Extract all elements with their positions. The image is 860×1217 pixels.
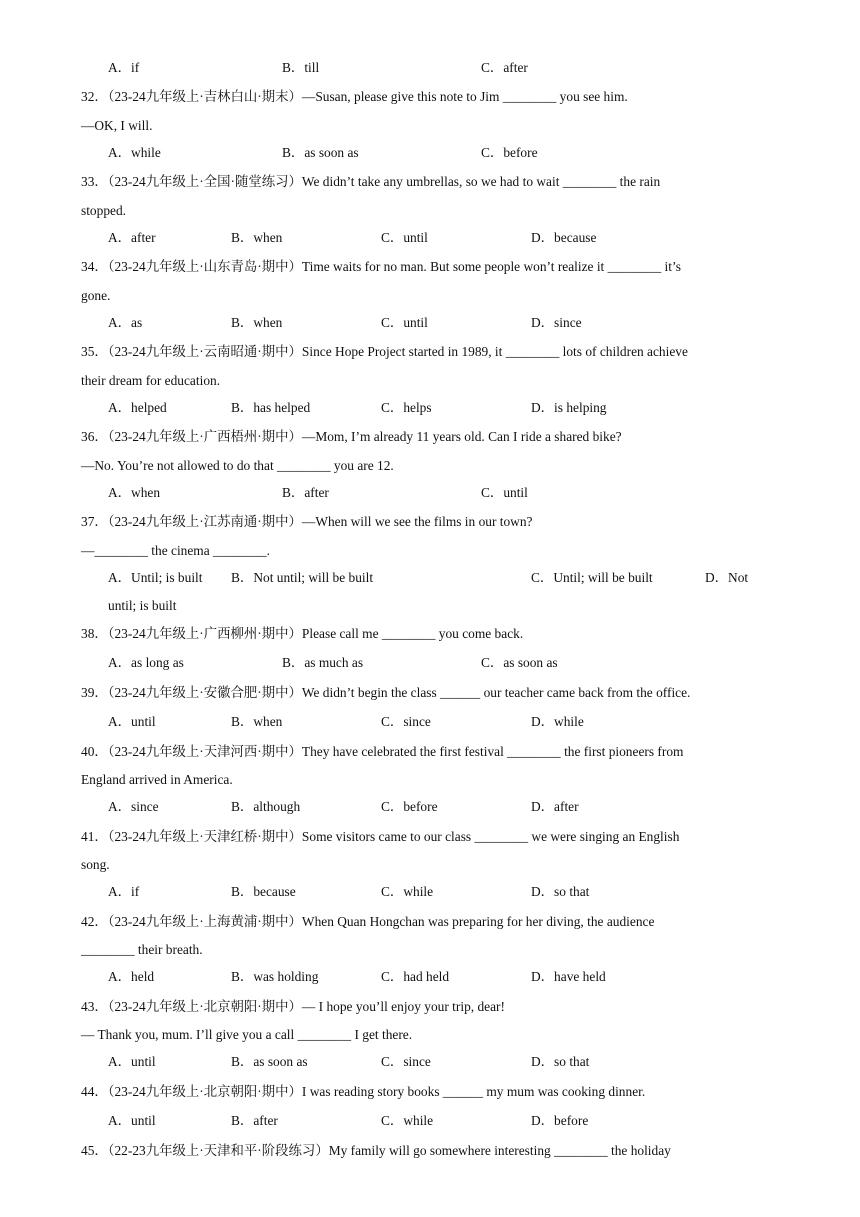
- answer-option: C．until: [481, 485, 528, 500]
- answer-option: A．if: [108, 884, 140, 899]
- answer-option: C．helps: [381, 400, 432, 415]
- question-text-line: 41．（23-24九年级上·天津红桥·期中）Some visitors came to our class ________ we were singing an English: [81, 829, 680, 844]
- answer-option: C．since: [381, 1054, 431, 1069]
- answer-option: C．before: [381, 799, 438, 814]
- answer-option: C．until: [381, 315, 428, 330]
- question-text-line: 36．（23-24九年级上·广西梧州·期中）—Mom, I’m already 11 years old. Can I ride a shared bike?: [81, 429, 622, 444]
- answer-option: D．after: [531, 799, 579, 814]
- question-text-line: 39．（23-24九年级上·安徽合肥·期中）We didn’t begin the class ______ our teacher came back from the office.: [81, 685, 691, 700]
- answer-option: B．as soon as: [282, 145, 359, 160]
- answer-option: A．if: [108, 60, 140, 75]
- answer-option: C．while: [381, 1113, 434, 1128]
- answer-option: A．as long as: [108, 655, 184, 670]
- answer-option: C．had held: [381, 969, 450, 984]
- answer-option: A．until: [108, 1054, 156, 1069]
- question-text-line: England arrived in America.: [81, 772, 233, 787]
- question-text-line: —________ the cinema ________.: [81, 543, 270, 558]
- answer-option: C．after: [481, 60, 528, 75]
- answer-option: D．Not: [705, 570, 749, 585]
- answer-option: B．when: [231, 315, 283, 330]
- answer-option: A．Until; is built: [108, 570, 203, 585]
- question-text-line: stopped.: [81, 203, 127, 218]
- answer-option: A．while: [108, 145, 161, 160]
- answer-option: D．so that: [531, 1054, 590, 1069]
- answer-option: B．till: [282, 60, 320, 75]
- question-text-line: —No. You’re not allowed to do that ________ you are 12.: [81, 458, 394, 473]
- answer-option: B．Not until; will be built: [231, 570, 374, 585]
- answer-option: A．as: [108, 315, 143, 330]
- question-text-line: ________ their breath.: [81, 942, 203, 957]
- answer-option: B．after: [231, 1113, 278, 1128]
- question-text-line: 38．（23-24九年级上·广西柳州·期中）Please call me ________ you come back.: [81, 626, 524, 641]
- answer-option: D．because: [531, 230, 597, 245]
- answer-option: A．held: [108, 969, 155, 984]
- answer-option: B．was holding: [231, 969, 319, 984]
- answer-option: B．because: [231, 884, 296, 899]
- answer-option: A．since: [108, 799, 159, 814]
- question-text-line: 35．（23-24九年级上·云南昭通·期中）Since Hope Project started in 1989, it ________ lots of children achieve: [81, 344, 688, 359]
- answer-option: B．as much as: [282, 655, 364, 670]
- answer-option: D．have held: [531, 969, 606, 984]
- question-text-line: 40．（23-24九年级上·天津河西·期中）They have celebrated the first festival ________ the first pioneers from: [81, 744, 684, 759]
- answer-option: A．helped: [108, 400, 167, 415]
- answer-option: C．until: [381, 230, 428, 245]
- answer-option: D．since: [531, 315, 582, 330]
- answer-option: B．after: [282, 485, 329, 500]
- question-text-line: 34．（23-24九年级上·山东青岛·期中）Time waits for no man. But some people won’t realize it ________ it’s: [81, 259, 681, 274]
- answer-option: A．when: [108, 485, 161, 500]
- answer-option: C．as soon as: [481, 655, 558, 670]
- question-text-line: 45．（22-23九年级上·天津和平·阶段练习）My family will go somewhere interesting ________ the holiday: [81, 1143, 671, 1158]
- answer-option: D．is helping: [531, 400, 607, 415]
- question-text-line: —OK, I will.: [81, 118, 153, 133]
- question-text-line: 32．（23-24九年级上·吉林白山·期末）—Susan, please give this note to Jim ________ you see him.: [81, 89, 628, 104]
- answer-option: B．has helped: [231, 400, 311, 415]
- answer-option: A．after: [108, 230, 156, 245]
- question-text-line: song.: [81, 857, 110, 872]
- question-text-line: until; is built: [108, 598, 177, 613]
- answer-option: A．until: [108, 1113, 156, 1128]
- answer-option: B．when: [231, 714, 283, 729]
- answer-option: B．although: [231, 799, 301, 814]
- question-text-line: 44．（23-24九年级上·北京朝阳·期中）I was reading story books ______ my mum was cooking dinner.: [81, 1084, 646, 1099]
- answer-option: D．so that: [531, 884, 590, 899]
- question-text-line: 37．（23-24九年级上·江苏南通·期中）—When will we see the films in our town?: [81, 514, 533, 529]
- answer-option: D．before: [531, 1113, 589, 1128]
- question-text-line: 43．（23-24九年级上·北京朝阳·期中）— I hope you’ll enjoy your trip, dear!: [81, 999, 505, 1014]
- answer-option: D．while: [531, 714, 584, 729]
- answer-option: C．while: [381, 884, 434, 899]
- answer-option: A．until: [108, 714, 156, 729]
- question-text-line: their dream for education.: [81, 373, 221, 388]
- answer-option: C．Until; will be built: [531, 570, 653, 585]
- answer-option: C．before: [481, 145, 538, 160]
- answer-option: B．as soon as: [231, 1054, 308, 1069]
- question-text-line: 33．（23-24九年级上·全国·随堂练习）We didn’t take any umbrellas, so we had to wait ________ the rain: [81, 174, 661, 189]
- question-text-line: 42．（23-24九年级上·上海黄浦·期中）When Quan Hongchan was preparing for her diving, the audience: [81, 914, 655, 929]
- question-text-line: gone.: [81, 288, 111, 303]
- answer-option: C．since: [381, 714, 431, 729]
- question-text-line: — Thank you, mum. I’ll give you a call ________ I get there.: [81, 1027, 413, 1042]
- answer-option: B．when: [231, 230, 283, 245]
